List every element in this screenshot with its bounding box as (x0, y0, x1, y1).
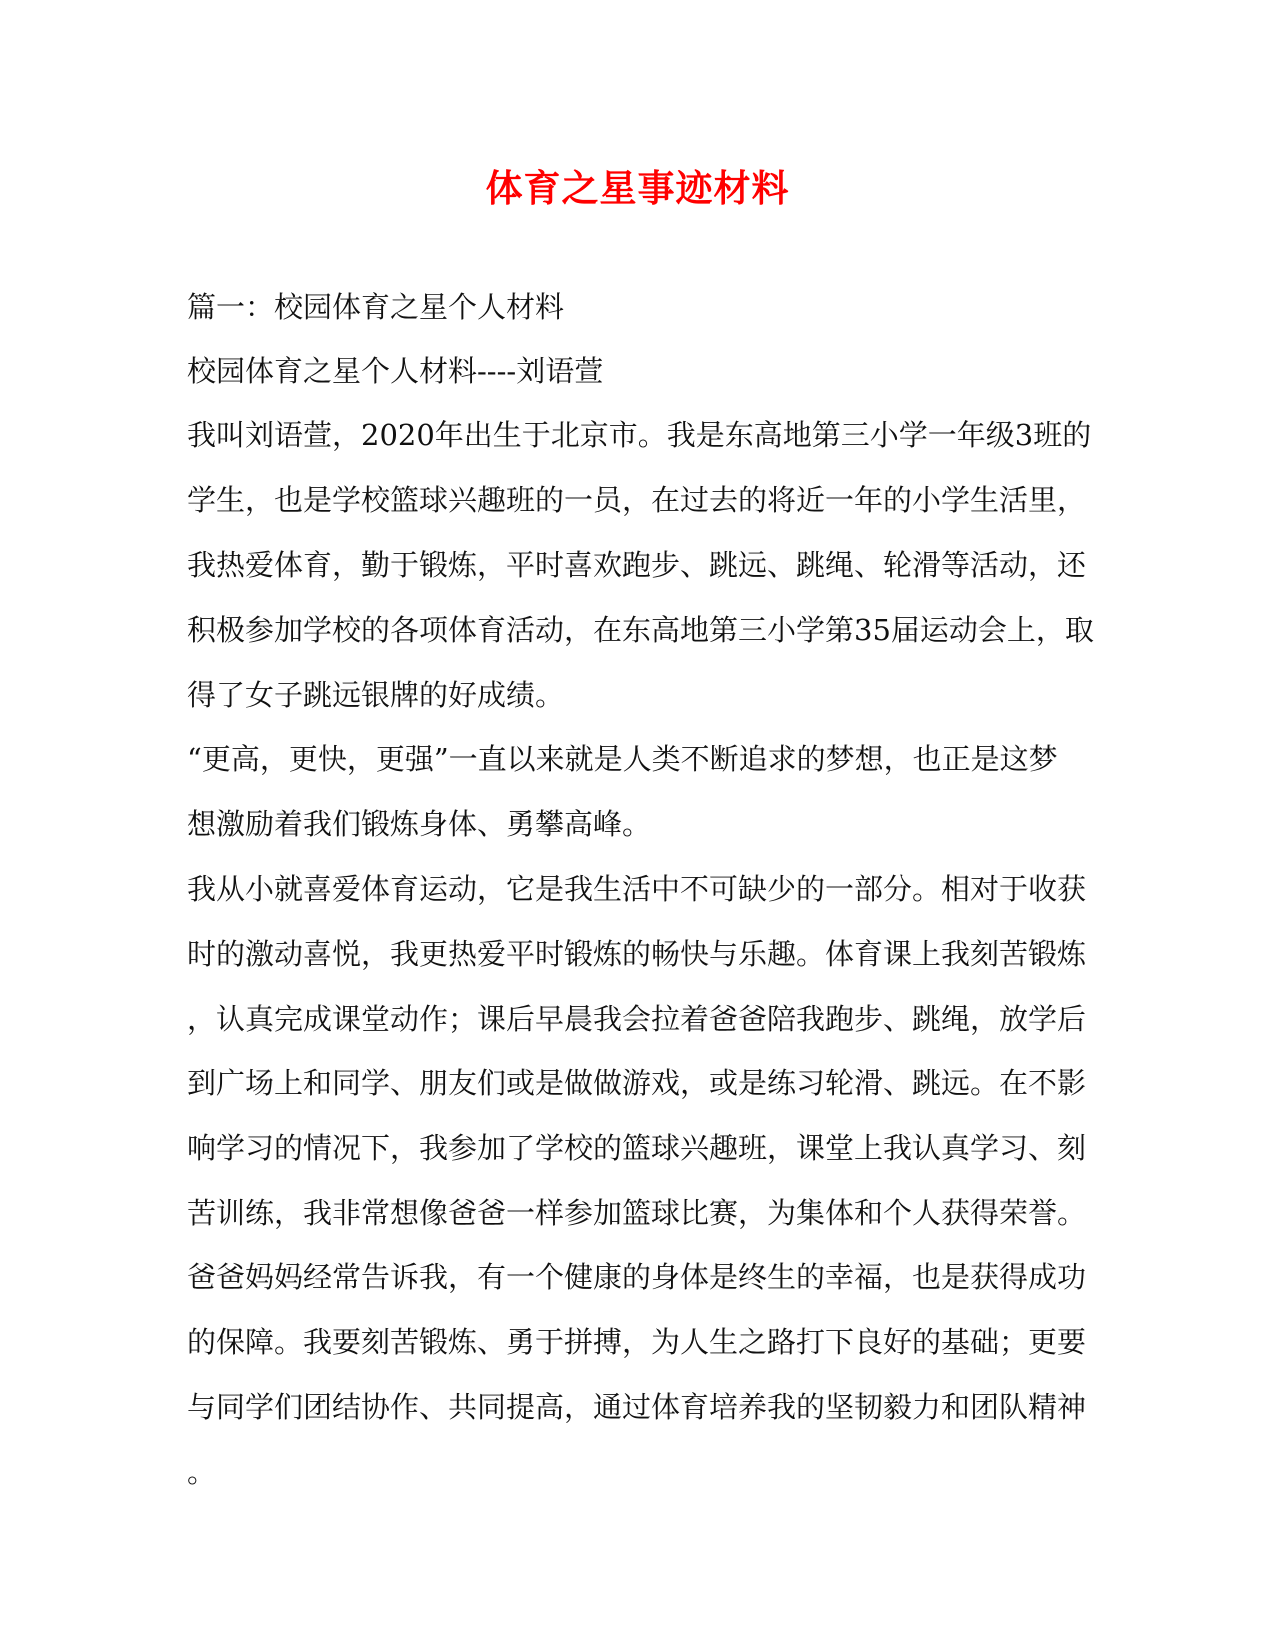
paragraph-line: 我从小就喜爱体育运动，它是我生活中不可缺少的一部分。相对于收获 (187, 872, 1087, 906)
paragraph-line: 我热爱体育，勤于锻炼，平时喜欢跑步、跳远、跳绳、轮滑等活动，还 (187, 548, 1087, 582)
paragraph-line: 得了女子跳远银牌的好成绩。 (187, 678, 565, 712)
paragraph-line: ，认真完成课堂动作；课后早晨我会拉着爸爸陪我跑步、跳绳，放学后 (187, 1002, 1087, 1036)
paragraph-line: 积极参加学校的各项体育活动，在东高地第三小学第35届运动会上，取 (187, 613, 1094, 647)
paragraph-line: 学生，也是学校篮球兴趣班的一员，在过去的将近一年的小学生活里， (187, 483, 1087, 517)
paragraph-line: 想激励着我们锻炼身体、勇攀高峰。 (187, 807, 652, 841)
paragraph-line: 爸爸妈妈经常告诉我，有一个健康的身体是终生的幸福，也是获得成功 (187, 1260, 1087, 1294)
paragraph-line: “更高，更快，更强”一直以来就是人类不断追求的梦想，也正是这梦 (187, 742, 1058, 776)
paragraph-line: 响学习的情况下，我参加了学校的篮球兴趣班，课堂上我认真学习、刻 (187, 1131, 1087, 1165)
paragraph-line: 我叫刘语萱，2020年出生于北京市。我是东高地第三小学一年级3班的 (187, 418, 1092, 452)
paragraph-line: 的保障。我要刻苦锻炼、勇于拼搏，为人生之路打下良好的基础；更要 (187, 1325, 1087, 1359)
paragraph-line: 时的激动喜悦，我更热爱平时锻炼的畅快与乐趣。体育课上我刻苦锻炼 (187, 937, 1087, 971)
section-heading: 篇一：校园体育之星个人材料 (187, 290, 565, 324)
document-title: 体育之星事迹材料 (485, 166, 790, 210)
paragraph-line: 苦训练，我非常想像爸爸一样参加篮球比赛，为集体和个人获得荣誉。 (187, 1196, 1087, 1230)
paragraph-line: 。 (187, 1455, 217, 1489)
paragraph-line: 到广场上和同学、朋友们或是做做游戏，或是练习轮滑、跳远。在不影 (187, 1066, 1087, 1100)
paragraph-line: 与同学们团结协作、共同提高，通过体育培养我的坚韧毅力和团队精神 (187, 1390, 1087, 1424)
material-subtitle: 校园体育之星个人材料----刘语萱 (187, 354, 604, 388)
